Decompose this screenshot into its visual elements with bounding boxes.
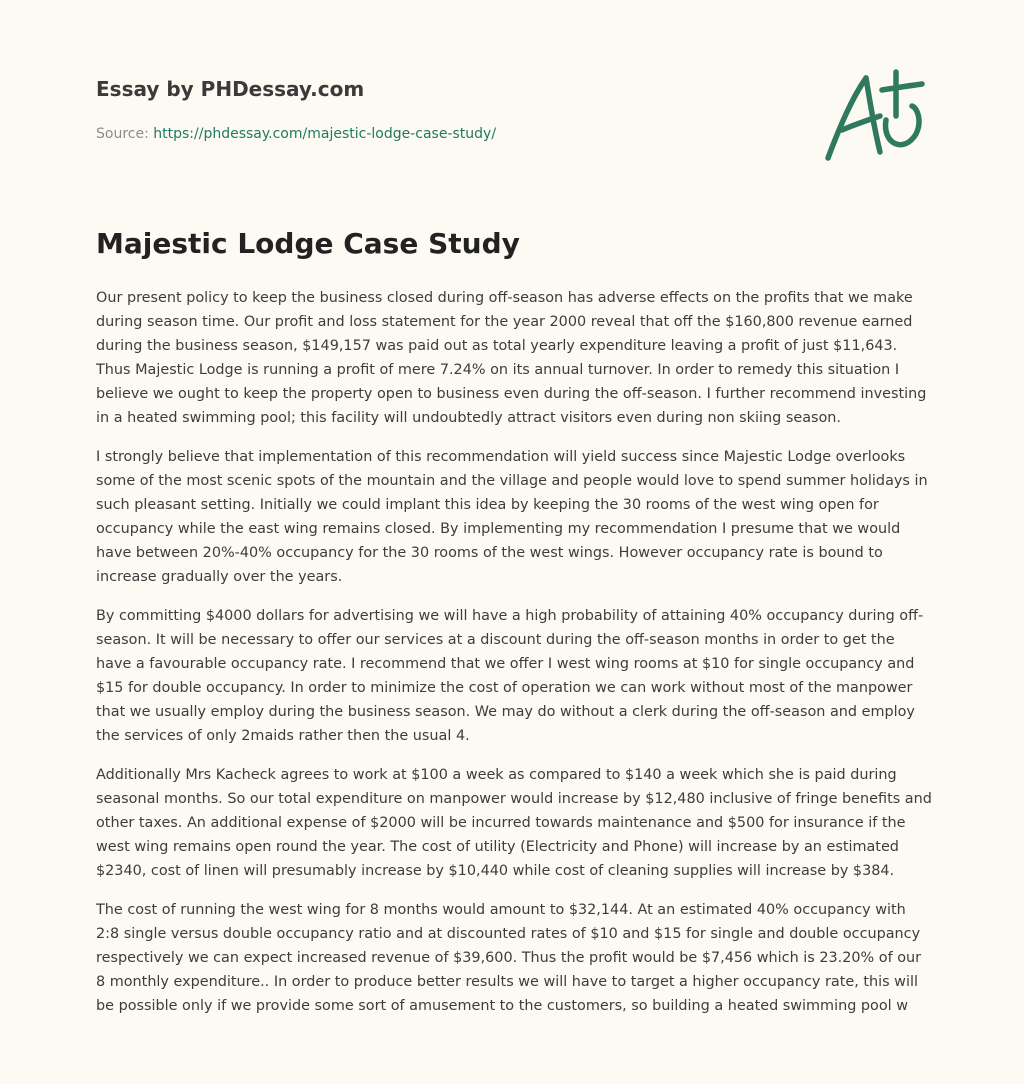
source-line — [96, 124, 496, 144]
essay-title: Majestic Lodge Case Study — [96, 227, 520, 260]
essay-body — [96, 286, 932, 1033]
brand-title: Essay by PHDessay.com — [96, 77, 365, 101]
essay-paragraph: The cost of running the west wing for 8 months would amount to $32,144. At an estimated 40% occupancy with 2:8 single versus double occupancy ratio and at discounted rates of $10 and $15 for single and double occupancy respectively we can expect increased revenue of $39,600. Thus the profit would be $7,456 which is 23.20% of our 8 monthly expenditure.. In order to produce better results we will have to target a higher occupancy rate, this will be possible only if we provide some sort of amusement to the customers, so building a heated swimming pool w — [96, 902, 922, 1014]
source-link[interactable]: https://phdessay.com/majestic-lodge-case-study/ — [153, 126, 497, 142]
essay-paragraph: Our present policy to keep the business closed during off-season has adverse effects on the profits that we make during season time. Our profit and loss statement for the year 2000 reveal that off the $160,800 revenue earned during the business season, $149,157 was paid out as total yearly expenditure leaving a profit of just $11,643. Thus Majestic Lodge is running a profit of mere 7.24% on its annual turnover. In order to remedy this situation I believe we ought to keep the property open to business even during the off-season. I further recommend investing in a heated swimming pool; this facility will undoubtedly attract visitors even during non skiing season. — [96, 290, 927, 426]
essay-paragraph: By committing $4000 dollars for advertising we will have a high probability of attaining 40% occupancy during off-season. It will be necessary to offer our services at a discount during the off-season months in order to get the have a favourable occupancy rate. I recommend that we offer I west wing rooms at $10 for single occupancy and $15 for double occupancy. In order to minimize the cost of operation we can work without most of the manpower that we usually employ during the business season. We may do without a clerk during the off-season and employ the services of only 2maids rather then the usual 4. — [96, 608, 924, 744]
essay-paragraph: Additionally Mrs Kacheck agrees to work at $100 a week as compared to $140 a week which she is paid during seasonal months. So our total expenditure on manpower would increase by $12,480 inclusive of fringe benefits and other taxes. An additional expense of $2000 will be incurred towards maintenance and $500 for insurance if the west wing remains open round the year. The cost of utility (Electricity and Phone) will increase by an estimated $2340, cost of linen will presumably increase by $10,440 while cost of cleaning supplies will increase by $384. — [96, 767, 932, 879]
a-plus-grade-logo-icon — [822, 68, 928, 164]
site-header — [96, 74, 796, 104]
source-label: Source: — [96, 126, 149, 142]
essay-paragraph: I strongly believe that implementation of this recommendation will yield success since Majestic Lodge overlooks some of the most scenic spots of the mountain and the village and people would love to spend summer holidays in such pleasant setting. Initially we could implant this idea by keeping the 30 rooms of the west wing open for occupancy while the east wing remains closed. By implementing my recommendation I presume that we would have between 20%-40% occupancy for the 30 rooms of the west wings. However occupancy rate is bound to increase gradually over the years. — [96, 449, 928, 585]
